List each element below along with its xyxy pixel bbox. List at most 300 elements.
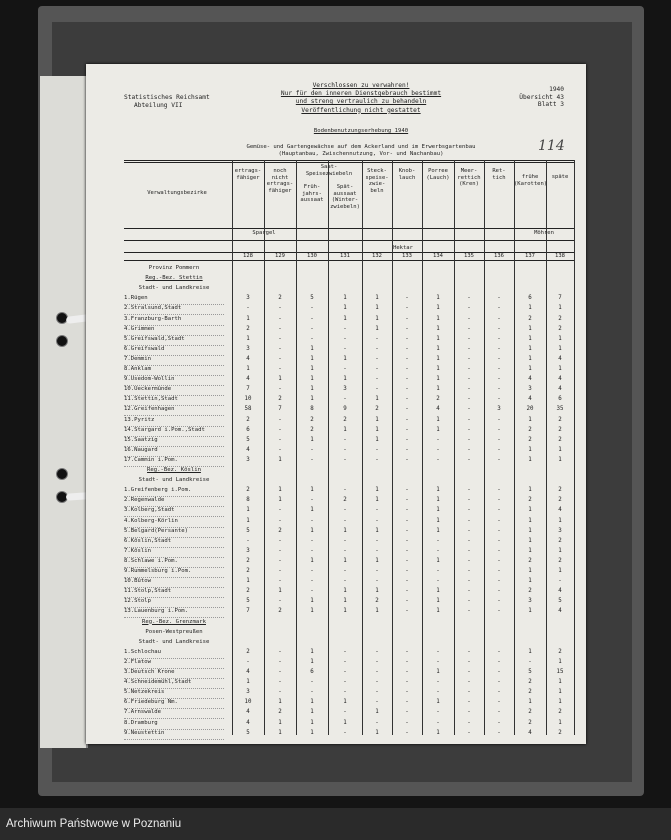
table-cell: 7	[246, 386, 250, 393]
table-cell: -	[467, 719, 471, 726]
table-cell: 1	[375, 709, 379, 716]
table-cell: -	[278, 689, 282, 696]
district-name: 8.Dramburg	[124, 719, 224, 730]
table-cell: -	[310, 325, 314, 332]
table-cell: -	[436, 456, 440, 463]
table-cell: -	[497, 709, 501, 716]
table-cell: 2	[278, 396, 282, 403]
group-header-saat: Saat- Speisezwiebeln	[305, 164, 353, 177]
table-cell: 1	[436, 325, 440, 332]
table-cell: -	[343, 456, 347, 463]
district-name: 6.Greifswald	[124, 345, 224, 356]
table-cell: 1	[310, 598, 314, 605]
table-cell: 2	[528, 436, 532, 443]
table-cell: -	[405, 527, 409, 534]
table-cell: -	[467, 557, 471, 564]
archive-footer	[0, 808, 671, 840]
table-cell: -	[246, 305, 250, 312]
table-cell: 4	[558, 588, 562, 595]
header-center	[236, 82, 486, 115]
table-cell: -	[310, 456, 314, 463]
table-cell: -	[278, 325, 282, 332]
table-cell: -	[375, 719, 379, 726]
column-number: 137	[525, 253, 535, 259]
table-cell: 1	[278, 376, 282, 383]
table-cell: 2	[528, 679, 532, 686]
table-cell: -	[497, 669, 501, 675]
district-name: 2.Stralsund,Stadt	[124, 304, 224, 315]
table-cell: -	[375, 366, 379, 372]
table-cell: -	[405, 355, 409, 362]
table-cell: -	[405, 547, 409, 554]
table-cell: -	[467, 598, 471, 605]
survey-description-line: Gemüse- und Gartengewächse auf dem Ackerland und im Erwerbsgartenbau	[246, 144, 476, 150]
district-name: 6.Köslin,Stadt	[124, 537, 224, 548]
table-cell: -	[497, 689, 501, 696]
table-cell: -	[497, 305, 501, 312]
column-header: Knob- lauch	[398, 168, 416, 181]
table-cell: 1	[436, 376, 440, 383]
table-cell: -	[497, 366, 501, 372]
table-cell: 1	[528, 537, 532, 544]
table-cell: -	[343, 709, 347, 716]
table-cell: 2	[528, 709, 532, 716]
district-name: 4.Grimmen	[124, 325, 224, 336]
table-cell: -	[405, 719, 409, 726]
column-number: 130	[307, 253, 317, 259]
column-number: 133	[402, 253, 412, 259]
table-cell: -	[343, 517, 347, 524]
district-header: Verwaltungsbezirke	[147, 190, 207, 196]
column-number: 136	[494, 253, 504, 259]
table-cell: -	[467, 507, 471, 514]
table-cell: 1	[436, 315, 440, 322]
table-cell: 1	[436, 507, 440, 514]
table-cell: -	[497, 386, 501, 393]
table-cell: -	[405, 446, 409, 453]
table-cell: -	[497, 345, 501, 352]
table-cell: -	[310, 497, 314, 504]
table-cell: -	[405, 689, 409, 696]
table-cell: 2	[558, 436, 562, 443]
table-rule	[124, 162, 574, 163]
table-cell: -	[436, 547, 440, 554]
table-cell: 6	[528, 295, 532, 302]
table-cell: 7	[558, 295, 562, 302]
table-cell: -	[343, 366, 347, 372]
table-cell: -	[278, 355, 282, 362]
table-cell: -	[343, 578, 347, 585]
table-cell: -	[497, 547, 501, 554]
table-cell: 1	[375, 608, 379, 615]
header-center-line: Veröffentlichung nicht gestattet	[301, 106, 421, 114]
table-cell: -	[405, 416, 409, 423]
table-cell: 5	[246, 598, 250, 605]
table-cell: 1	[528, 325, 532, 332]
table-cell: 1	[343, 598, 347, 605]
table-cell: 1	[310, 487, 314, 494]
table-cell: 1	[436, 527, 440, 534]
district-name: 2.Regenwalde	[124, 496, 224, 507]
table-cell: 1	[528, 568, 532, 574]
table-cell: 1	[558, 446, 562, 453]
table-cell: 1	[375, 527, 379, 534]
table-cell: 1	[528, 305, 532, 312]
table-cell: -	[343, 325, 347, 332]
table-cell: -	[405, 729, 409, 736]
header-center-line: Verschlossen zu verwahren!	[312, 82, 410, 89]
table-cell: -	[405, 658, 409, 665]
table-cell: -	[246, 658, 250, 665]
table-cell: 1	[246, 679, 250, 686]
table-cell: 2	[528, 719, 532, 726]
table-cell: -	[375, 699, 379, 706]
table-cell: -	[497, 578, 501, 585]
table-cell: 4	[558, 507, 562, 514]
table-cell: -	[497, 568, 501, 574]
table-cell: 6	[558, 396, 562, 403]
table-cell: -	[375, 689, 379, 696]
table-cell: 1	[528, 507, 532, 514]
archive-footer-text: Archiwum Państwowe w Poznaniu	[6, 818, 182, 830]
table-cell: 4	[246, 376, 250, 383]
table-cell: -	[343, 507, 347, 514]
table-cell: 1	[558, 345, 562, 352]
table-cell: -	[405, 406, 409, 413]
table-cell: -	[436, 446, 440, 453]
table-cell: -	[436, 537, 440, 544]
table-cell: 1	[558, 456, 562, 463]
table-cell: -	[467, 436, 471, 443]
table-cell: -	[467, 588, 471, 595]
table-cell: -	[467, 295, 471, 302]
table-cell: -	[405, 325, 409, 332]
section-heading: Stadt- und Landkreise	[138, 477, 210, 484]
table-cell: 1	[436, 355, 440, 362]
table-cell: -	[467, 568, 471, 574]
table-cell: 4	[528, 396, 532, 403]
district-name: 7.Demmin	[124, 355, 224, 366]
table-cell: 1	[436, 426, 440, 433]
table-cell: -	[467, 729, 471, 736]
table-cell: 2	[278, 295, 282, 302]
table-cell: -	[467, 699, 471, 706]
district-name: 5.Belgard(Persante)	[124, 527, 224, 538]
table-cell: -	[343, 436, 347, 443]
table-cell: 2	[558, 648, 562, 655]
table-cell: 1	[278, 588, 282, 595]
table-cell: 1	[246, 578, 250, 585]
table-cell: 1	[246, 315, 250, 322]
table-cell: 3	[246, 345, 250, 352]
table-cell: 3	[497, 406, 501, 413]
district-name: 4.Kolberg-Körlin	[124, 517, 224, 528]
table-cell: -	[467, 355, 471, 362]
table-cell: -	[497, 648, 501, 655]
district-name: 13.Lauenburg i.Pom.	[124, 607, 224, 618]
table-cell: 3	[528, 386, 532, 393]
column-header: Steck- speise- zwie- beln	[365, 168, 389, 194]
table-cell: -	[497, 335, 501, 342]
table-cell: -	[497, 436, 501, 443]
table-cell: -	[405, 386, 409, 393]
table-cell: -	[278, 386, 282, 393]
table-cell: -	[278, 335, 282, 342]
table-cell: -	[467, 315, 471, 322]
table-cell: 5	[246, 729, 250, 736]
column-header: späte	[551, 174, 569, 180]
table-cell: -	[278, 669, 282, 675]
table-cell: -	[405, 608, 409, 615]
table-cell: 1	[375, 325, 379, 332]
table-cell: -	[405, 305, 409, 312]
table-cell: -	[467, 547, 471, 554]
table-cell: 1	[558, 658, 562, 665]
column-rule	[574, 160, 575, 735]
district-name: 2.Flatow	[124, 658, 224, 669]
table-cell: 1	[436, 588, 440, 595]
column-number: 135	[464, 253, 474, 259]
table-cell: -	[467, 386, 471, 393]
table-cell: -	[343, 658, 347, 665]
column-header: Porree (Lauch)	[426, 168, 450, 181]
table-cell: 2	[375, 406, 379, 413]
table-cell: 1	[558, 366, 562, 372]
table-cell: 3	[246, 547, 250, 554]
table-cell: 10	[244, 699, 252, 706]
table-cell: -	[343, 648, 347, 655]
table-cell: 1	[310, 729, 314, 736]
district-name: 10.Ueckermünde	[124, 385, 224, 396]
table-cell: 1	[343, 608, 347, 615]
column-header: Spät- aussaat (Winter- zwiebeln)	[330, 184, 360, 210]
table-cell: 1	[528, 608, 532, 615]
table-cell: -	[375, 456, 379, 463]
table-cell: 4	[528, 376, 532, 383]
table-cell: -	[375, 568, 379, 574]
table-cell: -	[278, 436, 282, 443]
document-page	[86, 64, 586, 744]
table-cell: -	[497, 557, 501, 564]
table-cell: 1	[278, 699, 282, 706]
table-cell: -	[497, 527, 501, 534]
section-heading: Reg.-Bez. Stettin	[145, 275, 203, 282]
table-cell: 2	[278, 527, 282, 534]
table-cell: -	[343, 537, 347, 544]
table-cell: -	[278, 426, 282, 433]
table-cell: 1	[375, 426, 379, 433]
table-cell: 1	[310, 719, 314, 726]
table-cell: -	[467, 537, 471, 544]
table-cell: 1	[343, 355, 347, 362]
table-cell: 1	[558, 719, 562, 726]
table-cell: 2	[528, 426, 532, 433]
table-cell: -	[278, 517, 282, 524]
header-right-line: Blatt 3	[537, 101, 564, 108]
table-cell: -	[497, 396, 501, 403]
binder-hole-icon	[56, 335, 68, 347]
table-cell: -	[467, 406, 471, 413]
table-cell: -	[278, 578, 282, 585]
table-cell: 4	[246, 446, 250, 453]
table-cell: -	[497, 325, 501, 332]
table-cell: -	[558, 578, 562, 585]
table-cell: 1	[558, 679, 562, 686]
table-cell: -	[405, 426, 409, 433]
district-name: 1.Schlochau	[124, 648, 224, 659]
table-cell: -	[436, 658, 440, 665]
table-cell: 6	[246, 426, 250, 433]
column-number: 128	[243, 253, 253, 259]
table-cell: -	[375, 578, 379, 585]
district-name: 15.Saatzig	[124, 436, 224, 447]
table-cell: -	[375, 386, 379, 393]
table-cell: -	[467, 335, 471, 342]
table-cell: -	[405, 648, 409, 655]
table-cell: 3	[343, 386, 347, 393]
table-cell: 4	[246, 355, 250, 362]
table-cell: 2	[558, 315, 562, 322]
table-cell: 1	[375, 557, 379, 564]
table-cell: -	[467, 527, 471, 534]
table-cell: -	[343, 446, 347, 453]
table-cell: 2	[528, 689, 532, 696]
table-cell: 1	[436, 366, 440, 372]
pencil-page-number: 114	[538, 138, 565, 154]
district-name: 7.Arnswalde	[124, 708, 224, 719]
table-cell: 1	[528, 355, 532, 362]
table-cell: 1	[436, 729, 440, 736]
header-right-line: 1940	[549, 86, 564, 93]
table-cell: 1	[436, 608, 440, 615]
table-rule	[124, 228, 574, 229]
table-cell: 1	[246, 335, 250, 342]
table-cell: 1	[528, 487, 532, 494]
table-cell: 1	[310, 386, 314, 393]
table-cell: -	[375, 517, 379, 524]
table-cell: -	[497, 295, 501, 302]
table-cell: -	[310, 446, 314, 453]
table-cell: 1	[375, 416, 379, 423]
table-cell: 1	[528, 547, 532, 554]
survey-description-line: (Hauptanbau, Zwischennutzung, Vor- und Nachanbau)	[278, 151, 444, 158]
table-cell: 1	[310, 658, 314, 665]
table-cell: 1	[436, 669, 440, 675]
table-cell: 2	[246, 588, 250, 595]
table-cell: 5	[246, 527, 250, 534]
table-cell: 1	[310, 557, 314, 564]
table-cell: 2	[558, 557, 562, 564]
section-heading: Stadt- und Landkreise	[138, 285, 210, 292]
table-cell: 1	[246, 517, 250, 524]
table-cell: 1	[343, 557, 347, 564]
table-cell: -	[497, 598, 501, 605]
table-cell: -	[467, 325, 471, 332]
column-header: ertrags- fähiger	[234, 168, 262, 181]
district-name: 11.Stettin,Stadt	[124, 395, 224, 406]
column-header: Früh- jahrs- aussaat	[300, 184, 324, 204]
table-cell: -	[310, 689, 314, 696]
table-cell: 1	[558, 305, 562, 312]
section-heading: Provinz Pommern	[148, 265, 200, 271]
table-cell: -	[405, 345, 409, 352]
table-cell: -	[343, 689, 347, 696]
table-cell: -	[467, 456, 471, 463]
table-cell: 1	[528, 527, 532, 534]
table-cell: 1	[436, 416, 440, 423]
table-cell: 2	[246, 557, 250, 564]
section-heading: Posen-Westpreußen	[145, 628, 203, 635]
table-cell: -	[467, 487, 471, 494]
table-cell: -	[405, 366, 409, 372]
table-cell: -	[405, 376, 409, 383]
table-cell: 35	[556, 406, 564, 413]
survey-title: Bodenbenutzungserhebung 1940	[313, 128, 409, 134]
table-cell: 1	[310, 366, 314, 372]
table-cell: -	[436, 578, 440, 585]
column-header: frühe (Karotten)	[514, 174, 548, 187]
table-cell: 1	[310, 345, 314, 352]
table-cell: 2	[278, 608, 282, 615]
table-cell: 1	[558, 335, 562, 342]
district-name: 8.Anklam	[124, 365, 224, 376]
table-cell: 1	[558, 689, 562, 696]
header-left-line: Abteilung VII	[134, 101, 183, 109]
table-cell: 3	[558, 527, 562, 534]
table-cell: 2	[558, 497, 562, 504]
table-cell: -	[343, 679, 347, 686]
table-cell: 4	[246, 709, 250, 716]
binder-hole-icon	[56, 468, 68, 480]
table-cell: 4	[558, 386, 562, 393]
table-cell: -	[405, 588, 409, 595]
table-cell: -	[405, 709, 409, 716]
table-cell: -	[405, 537, 409, 544]
header-center-line: und streng vertraulich zu behandeln	[295, 98, 427, 106]
table-cell: 5	[246, 436, 250, 443]
table-cell: 1	[343, 588, 347, 595]
table-cell: 1	[375, 729, 379, 736]
table-cell: 1	[436, 557, 440, 564]
table-cell: -	[497, 608, 501, 615]
table-cell: 2	[278, 709, 282, 716]
table-cell: 1	[528, 699, 532, 706]
table-cell: 1	[528, 335, 532, 342]
table-cell: -	[343, 335, 347, 342]
table-cell: -	[467, 446, 471, 453]
table-cell: -	[497, 719, 501, 726]
header-left	[124, 94, 210, 109]
table-cell: 1	[528, 517, 532, 524]
table-cell: 1	[343, 315, 347, 322]
table-cell: 1	[528, 416, 532, 423]
table-cell: 2	[558, 729, 562, 736]
table-cell: 20	[526, 406, 534, 413]
table-cell: -	[405, 578, 409, 585]
table-cell: -	[405, 497, 409, 504]
table-cell: 1	[558, 699, 562, 706]
table-cell: 1	[310, 507, 314, 514]
table-cell: -	[278, 679, 282, 686]
table-cell: 2	[310, 426, 314, 433]
table-cell: 1	[343, 376, 347, 383]
table-cell: 1	[436, 295, 440, 302]
table-cell: -	[497, 699, 501, 706]
table-cell: -	[467, 578, 471, 585]
table-cell: 2	[310, 416, 314, 423]
table-cell: -	[467, 608, 471, 615]
district-name: 3.Kolberg,Stadt	[124, 506, 224, 517]
